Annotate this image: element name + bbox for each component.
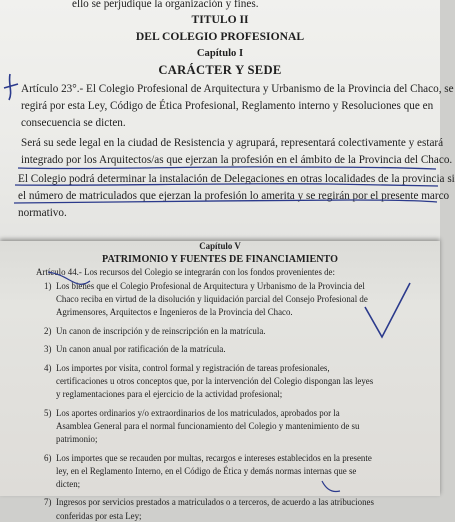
list-item-line: conferidas por esta Ley; — [56, 510, 142, 521]
list-item-line: y reglamentaciones para el ejercicio de la actividad profesional; — [56, 389, 283, 400]
delegation-paragraph-line: El Colegio podrá determinar la instalación de Delegaciones en otras localidades de la provincia si — [18, 173, 455, 185]
seat-paragraph-line: integrado por los Arquitectos/as que ejerzan la profesión en el ámbito de la Provincia del Chaco. — [21, 154, 453, 166]
list-item-line: Los importes por visita, control formal y registración de tareas profesionales, — [56, 363, 330, 373]
margin-mark — [4, 74, 18, 100]
list-item-line: Los importes que se recauden por multas, recargos e intereses establecidos en la presente — [56, 452, 372, 463]
list-item-line: Asamblea General para el normal funcionamiento del Colegio y mantenimiento de su — [56, 420, 360, 431]
chapter-heading: Capítulo I — [196, 48, 244, 59]
underline-mark — [18, 167, 436, 169]
margin-mark — [322, 481, 340, 492]
list-item-line: Un canon de inscripción y de reinscripción en la matrícula. — [56, 325, 266, 336]
delegation-paragraph-line: el número de matriculados que ejerzan la profesión lo amerita y se regirán por el presente marco — [18, 190, 450, 202]
seat-paragraph-line: Será su sede legal en la ciudad de Resistencia y agrupará, representará colectivamente y estará — [21, 137, 444, 149]
list-item-line: Los aportes ordinarios y/o extraordinarios de los matriculados, aprobados por la — [56, 407, 340, 418]
list-item-number: 4) — [44, 363, 52, 373]
list-item-line: Agrimensores, Arquitectos e Ingenieros de la Provincia del Chaco. — [56, 307, 293, 318]
list-item-number: 2) — [44, 325, 52, 336]
list-item-number: 3) — [44, 344, 52, 355]
document-page-top — [0, 0, 455, 243]
chapter-title: CARÁCTER Y SEDE — [158, 63, 282, 77]
list-item-line: Un canon anual por ratificación de la matrícula. — [56, 344, 226, 355]
list-item-number: 5) — [44, 407, 52, 418]
list-item-line: Los bienes que el Colegio Profesional de Arquitectura y Urbanismo de la Provincia del — [56, 281, 365, 291]
article-23-line: Artículo 23°.- El Colegio Profesional de Arquitectura y Urbanismo de la Provincia del Chaco, se — [21, 83, 454, 95]
list-item-line: certificaciones u otros conceptos que, por la intervención del Colegio dispongan las leyes — [56, 376, 374, 387]
list-item-number: 6) — [44, 452, 52, 463]
article-44-intro: Artículo 44.- Los recursos del Colegio se integrarán con los fondos provenientes de: — [36, 267, 335, 277]
article-23-line: consecuencia se dicten. — [21, 117, 126, 129]
delegation-paragraph-line: normativo. — [18, 207, 67, 219]
list-item-number: 1) — [44, 281, 52, 291]
document-page-bottom — [0, 241, 440, 521]
list-item-line: Ingresos por servicios prestados a matriculados o a terceros, de acuerdo a las atribuciones — [56, 497, 374, 508]
checkmark-mark — [365, 283, 410, 337]
chapter-title: PATRIMONIO Y FUENTES DE FINANCIAMIENTO — [102, 254, 338, 265]
list-item-line: dicten; — [56, 478, 81, 489]
list-item-line: patrimonio; — [56, 434, 98, 444]
title-name: DEL COLEGIO PROFESIONAL — [135, 30, 305, 43]
chapter-heading: Capítulo V — [199, 241, 241, 251]
title-number: TITULO II — [191, 13, 249, 26]
list-item-line: ley, en el Reglamento Interno, en el Código de Ética y demás normas internas que se — [56, 465, 357, 476]
list-item-number: 7) — [44, 497, 52, 508]
list-item-line: Chaco reciba en virtud de la disolución y liquidación parcial del Consejo Profesional de — [56, 294, 368, 305]
intro-fragment: ello se perjudique la organización y fines. — [72, 0, 259, 10]
article-23-line: regirá por esta Ley, Código de Ética Profesional, Reglamento interno y Resoluciones que en — [21, 100, 434, 112]
